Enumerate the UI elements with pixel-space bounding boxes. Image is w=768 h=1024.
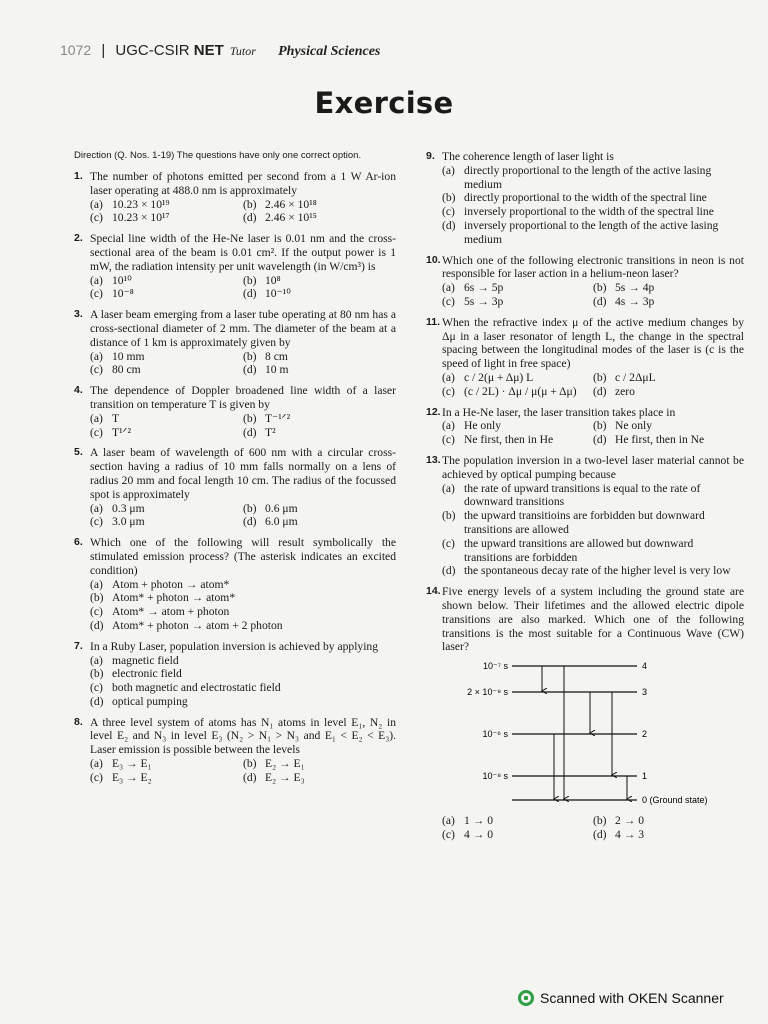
answer-option: [90, 426, 243, 440]
answer-option: [593, 281, 744, 295]
question-item: [74, 384, 396, 439]
option-label: (d): [243, 363, 257, 377]
option-list: [442, 281, 744, 309]
answer-option: [593, 385, 744, 399]
level-number-label: 1: [642, 771, 648, 782]
level-lifetime-label: 10⁻⁸ s: [482, 771, 508, 782]
question-number: 11.: [426, 315, 441, 328]
question-text: The coherence length of laser light is: [442, 150, 614, 163]
option-list: [442, 164, 744, 247]
question-text: The dependence of Doppler broadened line width of a laser transition on temperature T is given by: [90, 384, 396, 411]
question-number: 12.: [426, 405, 441, 418]
answer-option: [593, 295, 744, 309]
answer-option: [243, 274, 396, 288]
answer-option: [593, 814, 744, 828]
option-label: (d): [593, 384, 607, 398]
option-text: T: [112, 411, 120, 425]
answer-option: [90, 771, 243, 785]
option-text: optical pumping: [112, 694, 188, 708]
option-list: [90, 198, 396, 226]
question-text: A laser beam emerging from a laser tube operating at 80 nm has a cross-sectional diameter of 2 mm. The diameter of the beam at a distance of 1 km is approximately given by: [90, 308, 396, 349]
level-number-label: 3: [642, 687, 648, 698]
answer-option: [442, 433, 593, 447]
question-text: The population inversion in a two-level laser material cannot be achieved by optical pumping because: [442, 453, 744, 481]
option-text: T¹ᐟ²: [112, 425, 131, 439]
option-label: (d): [243, 211, 257, 225]
answer-option: [442, 295, 593, 309]
option-text: Atom* + photon → atom*: [112, 591, 236, 605]
level-lifetime-label: 10⁻⁷ s: [482, 661, 508, 672]
question-item: [74, 640, 396, 709]
question-item: [74, 446, 396, 529]
option-label: (b): [593, 370, 607, 384]
question-text: In a Ruby Laser, population inversion is achieved by applying: [90, 639, 379, 653]
option-text: 10⁸: [265, 273, 281, 287]
option-text: T²: [265, 425, 276, 439]
option-label: (d): [243, 515, 257, 529]
option-text: 2.46 × 10¹⁸: [265, 197, 317, 211]
scanner-watermark: [518, 990, 724, 1006]
option-label: (c): [90, 211, 103, 225]
answer-option: [442, 164, 744, 192]
option-text: the rate of upward transitions is equal to the rate of downward transitions: [464, 481, 701, 509]
answer-option: [243, 771, 396, 785]
question-number: 13.: [426, 453, 441, 466]
energy-level-diagram: [442, 658, 744, 812]
question-number: 10.: [426, 253, 441, 266]
answer-option: [90, 578, 396, 592]
option-label: (a): [442, 419, 455, 433]
answer-option: [243, 198, 396, 212]
question-number: 5.: [74, 446, 83, 459]
answer-option: [442, 371, 593, 385]
answer-option: [243, 287, 396, 301]
option-text: 10 m: [265, 363, 289, 377]
question-item: [426, 316, 744, 399]
option-text: 4s → 3p: [615, 294, 655, 308]
option-label: (d): [90, 694, 104, 708]
book-tutor: Tutor: [229, 44, 256, 58]
answer-option: [90, 654, 396, 668]
option-text: inversely proportional to the length of the active lasing medium: [464, 218, 719, 246]
page-title: Exercise: [314, 86, 454, 120]
left-question-list: [74, 170, 396, 785]
option-label: (a): [90, 411, 103, 425]
option-text: Atom* + photon → atom + 2 photon: [112, 618, 283, 632]
answer-option: [90, 757, 243, 771]
option-list: [90, 350, 396, 378]
question-item: [426, 585, 744, 841]
option-label: (a): [442, 481, 455, 495]
option-list: [442, 371, 744, 399]
question-text: A three level system of atoms has N₁ atoms in level E₁, N₂ in level E₂ and N₃ in level E₃ (N₂ > N₁ > N₃ and E₁ < E₂ < E₃). Laser emission is possible between the levels: [90, 715, 396, 757]
option-label: (b): [243, 501, 257, 515]
option-label: (a): [90, 349, 103, 363]
book-net: NET: [193, 42, 224, 59]
answer-option: [90, 211, 243, 225]
answer-option: [593, 371, 744, 385]
option-label: (b): [243, 411, 257, 425]
option-list: [90, 502, 396, 530]
answer-option: [442, 814, 593, 828]
option-label: (c): [442, 827, 455, 841]
question-text: Which one of the following will result symbolically the stimulated emission process? (The asterisk indicates an excited condition): [90, 536, 396, 577]
option-text: inversely proportional to the width of the spectral line: [464, 205, 714, 219]
question-text: In a He-Ne laser, the laser transition takes place in: [442, 405, 676, 419]
question-number: 14.: [426, 585, 441, 598]
option-text: Atom + photon → atom*: [112, 577, 230, 591]
answer-option: [442, 828, 593, 842]
option-label: (d): [243, 287, 257, 301]
option-text: He only: [464, 419, 502, 433]
option-text: 6.0 μm: [265, 515, 298, 529]
option-label: (a): [442, 813, 455, 827]
option-label: (b): [243, 197, 257, 211]
answer-option: [90, 274, 243, 288]
option-text: He first, then in Ne: [615, 433, 705, 447]
answer-option: [442, 537, 744, 565]
answer-option: [90, 695, 396, 709]
option-label: (c): [90, 605, 103, 619]
scanner-text: Scanned with OKEN Scanner: [540, 990, 724, 1006]
subject-name: Physical Sciences: [278, 44, 381, 59]
option-list: [90, 578, 396, 633]
option-label: (d): [442, 218, 456, 232]
option-label: (d): [90, 618, 104, 632]
level-lifetime-label: 2 × 10⁻⁸ s: [467, 687, 508, 698]
option-text: E₂ → E₃: [265, 770, 305, 784]
option-label: (a): [90, 501, 103, 515]
answer-option: [442, 564, 744, 578]
answer-option: [442, 482, 744, 510]
option-text: 0.6 μm: [265, 501, 298, 515]
answer-option: [90, 619, 396, 633]
level-number-label: 2: [642, 729, 648, 740]
answer-option: [90, 502, 243, 516]
option-label: (b): [593, 813, 607, 827]
option-label: (c): [442, 384, 455, 398]
answer-option: [593, 419, 744, 433]
direction-text: Direction (Q. Nos. 1-19) The questions have only one correct option.: [74, 150, 362, 161]
answer-option: [90, 515, 243, 529]
right-column: [426, 150, 744, 848]
question-item: [74, 716, 396, 785]
question-text: Five energy levels of a system including the ground state are shown below. Their lifetimes and the allowed electric dipole transitions are also marked. Which one of the following transitions is the most suitable for a Continuous Wave (CW) laser?: [442, 585, 744, 654]
option-list: [90, 654, 396, 709]
answer-option: [442, 509, 744, 537]
option-list: [90, 412, 396, 440]
question-number: 1.: [74, 170, 83, 182]
option-text: 10¹⁰: [112, 273, 132, 287]
option-text: 80 cm: [112, 363, 141, 377]
option-label: (c): [442, 294, 455, 308]
option-text: 10⁻¹⁰: [265, 287, 291, 301]
option-label: (b): [442, 191, 456, 205]
answer-option: [90, 605, 396, 619]
answer-option: [90, 198, 243, 212]
option-label: (a): [442, 281, 455, 295]
question-text: The number of photons emitted per second from a 1 W Ar-ion laser operating at 488.0 nm is approximately: [90, 170, 396, 197]
answer-option: [442, 385, 593, 399]
option-text: magnetic field: [112, 653, 179, 667]
answer-option: [243, 426, 396, 440]
option-label: (c): [442, 536, 455, 550]
answer-option: [442, 191, 744, 205]
question-number: 2.: [74, 232, 83, 245]
option-text: 4 → 3: [615, 827, 644, 841]
question-text: Special line width of the He-Ne laser is 0.01 nm and the cross-sectional area of the beam is 0.01 cm². If the output power is 1 mW, the radiation intensity per unit wavelength (in W/cm³) is: [90, 232, 396, 273]
option-label: (d): [593, 433, 607, 447]
option-list: [90, 274, 396, 302]
option-text: E₃ → E₂: [112, 770, 152, 784]
option-text: 8 cm: [265, 349, 288, 363]
option-text: 10 mm: [112, 349, 145, 363]
question-item: [426, 406, 744, 447]
header-separator: |: [101, 42, 106, 59]
option-text: the spontaneous decay rate of the higher level is very low: [464, 564, 731, 578]
answer-option: [243, 412, 396, 426]
option-label: (d): [243, 425, 257, 439]
question-number: 6.: [74, 536, 83, 549]
option-label: (d): [593, 294, 607, 308]
level-lifetime-label: 10⁻⁶ s: [482, 729, 508, 740]
option-label: (a): [90, 577, 103, 591]
energy-level-svg: [442, 658, 742, 808]
answer-option: [593, 433, 744, 447]
question-item: [426, 454, 744, 578]
option-label: (b): [243, 273, 257, 287]
question-text: Which one of the following electronic transitions in neon is not responsible for laser action in a helium-neon laser?: [442, 253, 744, 281]
option-label: (b): [593, 419, 607, 433]
option-text: 5s → 3p: [464, 294, 504, 308]
left-column: [74, 150, 396, 792]
answer-option: [442, 419, 593, 433]
question-number: 8.: [74, 715, 83, 728]
option-label: (a): [90, 653, 103, 667]
scanner-logo-icon: [518, 990, 534, 1006]
option-text: c / 2ΔμL: [615, 370, 656, 384]
option-text: c / 2(μ + Δμ) L: [464, 370, 534, 384]
option-label: (b): [243, 757, 257, 771]
option-label: (c): [90, 515, 103, 529]
level-number-label: 0 (Ground state): [642, 795, 708, 806]
option-text: 3.0 μm: [112, 515, 145, 529]
page-number: 1072: [60, 42, 92, 58]
option-list: [90, 757, 396, 785]
question-item: [74, 232, 396, 301]
question-item: [74, 308, 396, 377]
answer-option: [442, 281, 593, 295]
book-name: UGC-CSIR: [115, 42, 190, 59]
question-number: 7.: [74, 639, 83, 652]
option-text: both magnetic and electrostatic field: [112, 681, 281, 695]
option-label: (d): [243, 770, 257, 784]
option-label: (a): [442, 163, 455, 177]
answer-option: [243, 502, 396, 516]
option-text: directly proportional to the width of the spectral line: [464, 191, 707, 205]
answer-option: [243, 515, 396, 529]
answer-option: [442, 219, 744, 247]
page-header: [60, 42, 380, 60]
option-label: (b): [243, 349, 257, 363]
option-text: 0.3 μm: [112, 501, 145, 515]
option-list: [442, 482, 744, 579]
option-label: (b): [90, 667, 104, 681]
option-text: Atom* → atom + photon: [112, 605, 230, 619]
question-item: [74, 536, 396, 633]
option-label: (c): [90, 363, 103, 377]
question-item: [74, 170, 396, 225]
option-text: Ne first, then in He: [464, 433, 554, 447]
option-text: 2 → 0: [615, 813, 644, 827]
option-label: (c): [442, 433, 455, 447]
answer-option: [90, 350, 243, 364]
question-item: [426, 254, 744, 309]
option-label: (d): [442, 564, 456, 578]
question-text: A laser beam of wavelength of 600 nm with a circular cross-section having a radius of 10 mm falls normally on a lens of radius 20 mm and focal length 10 cm. The radius of the focussed spot is approximately: [90, 446, 396, 501]
question-number: 4.: [74, 384, 83, 397]
option-label: (c): [442, 205, 455, 219]
answer-option: [243, 363, 396, 377]
option-text: electronic field: [112, 667, 182, 681]
option-text: E₂ → E₁: [265, 757, 305, 771]
option-text: 5s → 4p: [615, 281, 655, 295]
option-text: 6s → 5p: [464, 281, 504, 295]
option-text: E₃ → E₁: [112, 757, 152, 771]
answer-option: [442, 205, 744, 219]
answer-option: [90, 363, 243, 377]
option-text: Ne only: [615, 419, 653, 433]
option-label: (a): [90, 197, 103, 211]
answer-option: [243, 211, 396, 225]
option-label: (c): [90, 425, 103, 439]
question-number: 3.: [74, 308, 83, 321]
option-label: (d): [593, 827, 607, 841]
answer-option: [90, 412, 243, 426]
option-label: (a): [90, 757, 103, 771]
answer-option: [90, 591, 396, 605]
option-list: [442, 419, 744, 447]
option-label: (b): [90, 591, 104, 605]
level-number-label: 4: [642, 661, 648, 672]
question-text: When the refractive index μ of the active medium changes by Δμ in a laser resonator of length L, the change in the spectral spacing between the longitudinal modes of the laser is (c is the speed of light in free space): [442, 315, 744, 371]
option-list: [442, 814, 744, 842]
answer-option: [243, 757, 396, 771]
option-label: (a): [90, 273, 103, 287]
option-text: 10.23 × 10¹⁷: [112, 211, 170, 225]
option-text: 4 → 0: [464, 827, 493, 841]
option-text: 10⁻⁸: [112, 287, 134, 301]
option-text: 10.23 × 10¹⁹: [112, 197, 170, 211]
answer-option: [90, 681, 396, 695]
answer-option: [90, 287, 243, 301]
answer-option: [243, 350, 396, 364]
question-item: [426, 150, 744, 247]
option-label: (b): [593, 281, 607, 295]
right-question-list: [426, 150, 744, 841]
option-label: (b): [442, 509, 456, 523]
option-text: T⁻¹ᐟ²: [265, 411, 291, 425]
question-number: 9.: [426, 150, 435, 162]
option-text: 2.46 × 10¹⁵: [265, 211, 317, 225]
option-label: (c): [90, 287, 103, 301]
option-label: (c): [90, 681, 103, 695]
option-text: (c / 2L) · Δμ / μ(μ + Δμ): [464, 384, 577, 398]
option-text: zero: [615, 384, 635, 398]
option-text: the upward transitions are allowed but downward transitions are forbidden: [464, 536, 694, 564]
option-label: (c): [90, 770, 103, 784]
option-label: (a): [442, 370, 455, 384]
answer-option: [90, 667, 396, 681]
option-text: 1 → 0: [464, 813, 493, 827]
option-text: directly proportional to the length of the active lasing medium: [464, 163, 712, 191]
option-text: the upward transitioins are forbidden but downward transitions are allowed: [464, 509, 705, 536]
answer-option: [593, 828, 744, 842]
